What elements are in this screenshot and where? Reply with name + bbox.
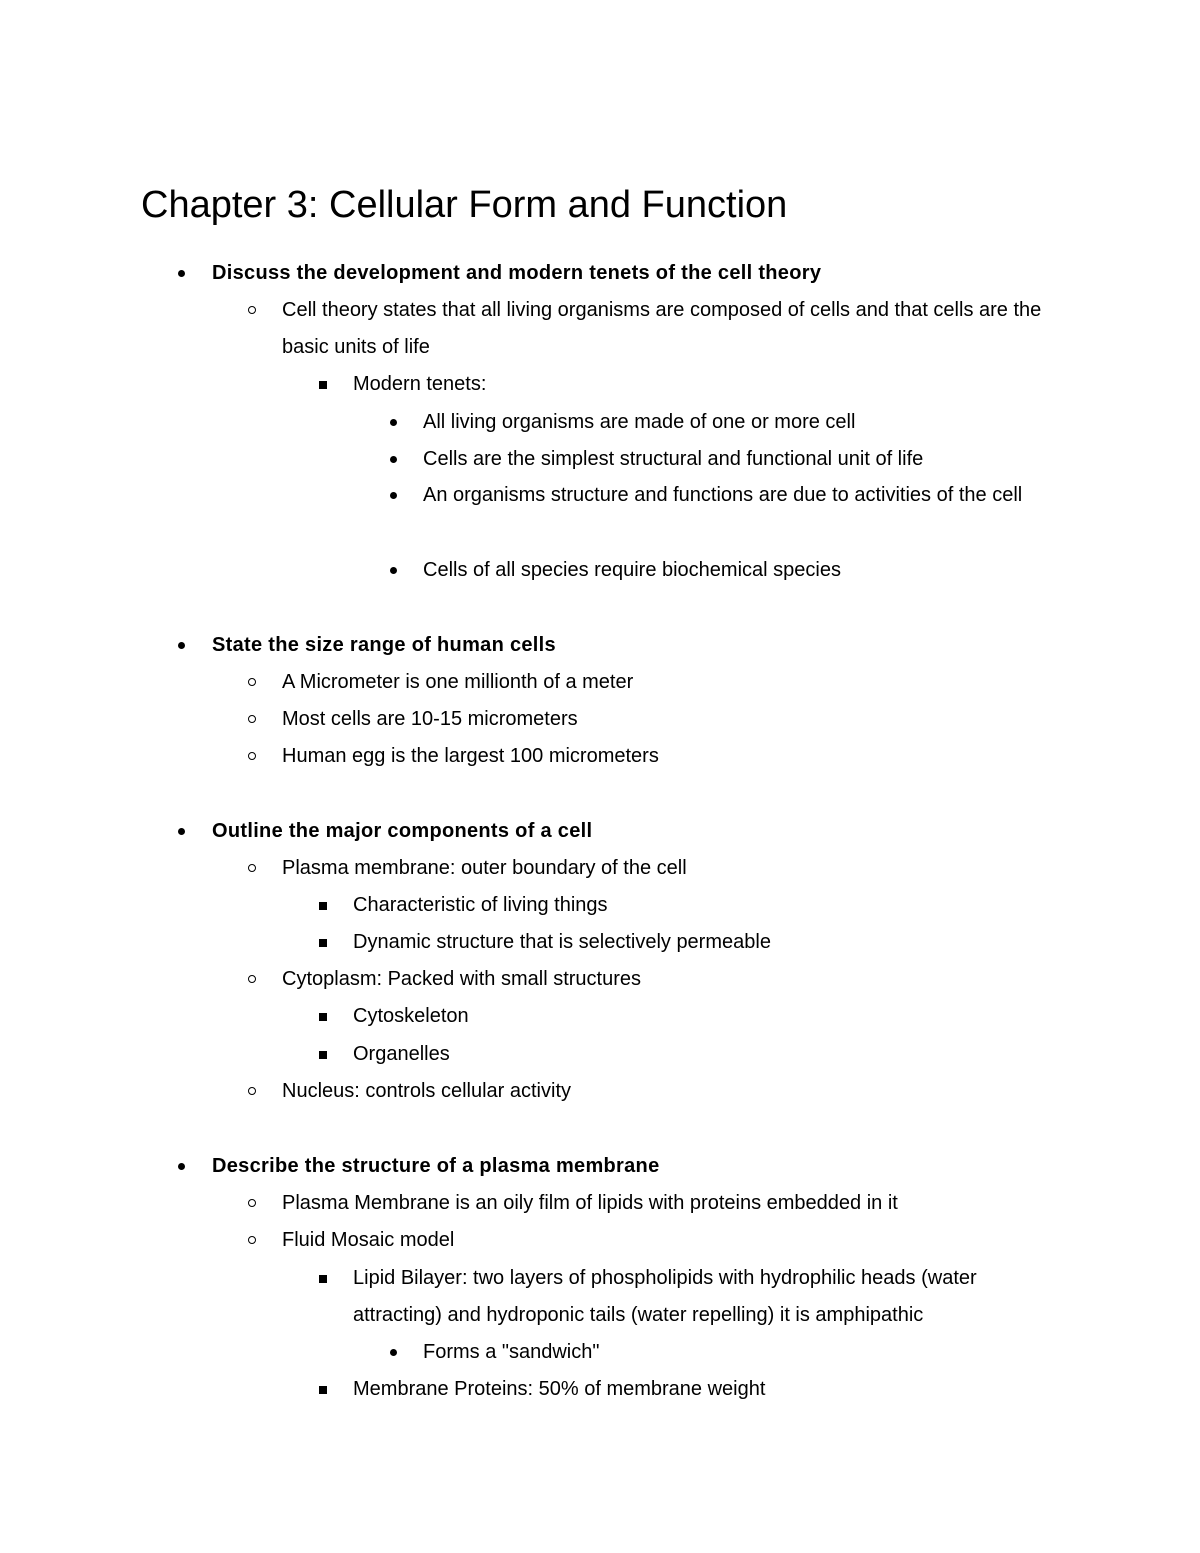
list-item: Cytoplasm: Packed with small structures [282,961,1042,998]
bullet-icon [390,1349,397,1356]
list-item: Plasma Membrane is an oily film of lipids with proteins embedded in it [282,1185,1042,1222]
bullet-icon [390,456,397,463]
page-title: Chapter 3: Cellular Form and Function [141,184,788,226]
list-item: All living organisms are made of one or more cell [423,404,1043,441]
square-bullet-icon [319,939,327,947]
list-item-heading: Discuss the development and modern tenets of the cell theory [212,255,1112,292]
bullet-icon [390,567,397,574]
list-item: Membrane Proteins: 50% of membrane weight [353,1371,1043,1408]
list-item: Modern tenets: [353,366,1043,403]
list-item: Fluid Mosaic model [282,1222,1042,1259]
square-bullet-icon [319,902,327,910]
list-item: Plasma membrane: outer boundary of the cell [282,850,1042,887]
list-item-heading: Describe the structure of a plasma membrane [212,1148,1112,1185]
bullet-icon [178,270,185,277]
list-item: Most cells are 10-15 micrometers [282,701,1042,738]
list-item: A Micrometer is one millionth of a meter [282,664,1042,701]
list-item: An organisms structure and functions are due to activities of the cell [423,477,1043,514]
list-item: Cells of all species require biochemical species [423,552,1043,589]
bullet-icon [390,492,397,499]
list-item: Cytoskeleton [353,998,1043,1035]
list-item-heading: Outline the major components of a cell [212,813,1112,850]
list-item-heading: State the size range of human cells [212,627,1112,664]
list-item: Characteristic of living things [353,887,1043,924]
list-item: Dynamic structure that is selectively permeable [353,924,1043,961]
square-bullet-icon [319,1386,327,1394]
list-item: Cell theory states that all living organisms are composed of cells and that cells are the basic units of life [282,292,1042,366]
list-item: Nucleus: controls cellular activity [282,1073,1042,1110]
square-bullet-icon [319,1275,327,1283]
bullet-icon [178,642,185,649]
hollow-bullet-icon [248,975,256,983]
square-bullet-icon [319,1051,327,1059]
hollow-bullet-icon [248,1236,256,1244]
list-item: Lipid Bilayer: two layers of phospholipids with hydrophilic heads (water attracting) and hydroponic tails (water repelling) it is amphipathic [353,1260,1043,1334]
list-item: Human egg is the largest 100 micrometers [282,738,1042,775]
list-item: Forms a "sandwich" [423,1334,1043,1371]
bullet-icon [178,828,185,835]
hollow-bullet-icon [248,306,256,314]
list-item: Organelles [353,1036,1043,1073]
hollow-bullet-icon [248,752,256,760]
bullet-icon [390,419,397,426]
hollow-bullet-icon [248,678,256,686]
list-item: Cells are the simplest structural and functional unit of life [423,441,1043,478]
square-bullet-icon [319,381,327,389]
square-bullet-icon [319,1013,327,1021]
hollow-bullet-icon [248,715,256,723]
hollow-bullet-icon [248,864,256,872]
hollow-bullet-icon [248,1199,256,1207]
hollow-bullet-icon [248,1087,256,1095]
bullet-icon [178,1163,185,1170]
